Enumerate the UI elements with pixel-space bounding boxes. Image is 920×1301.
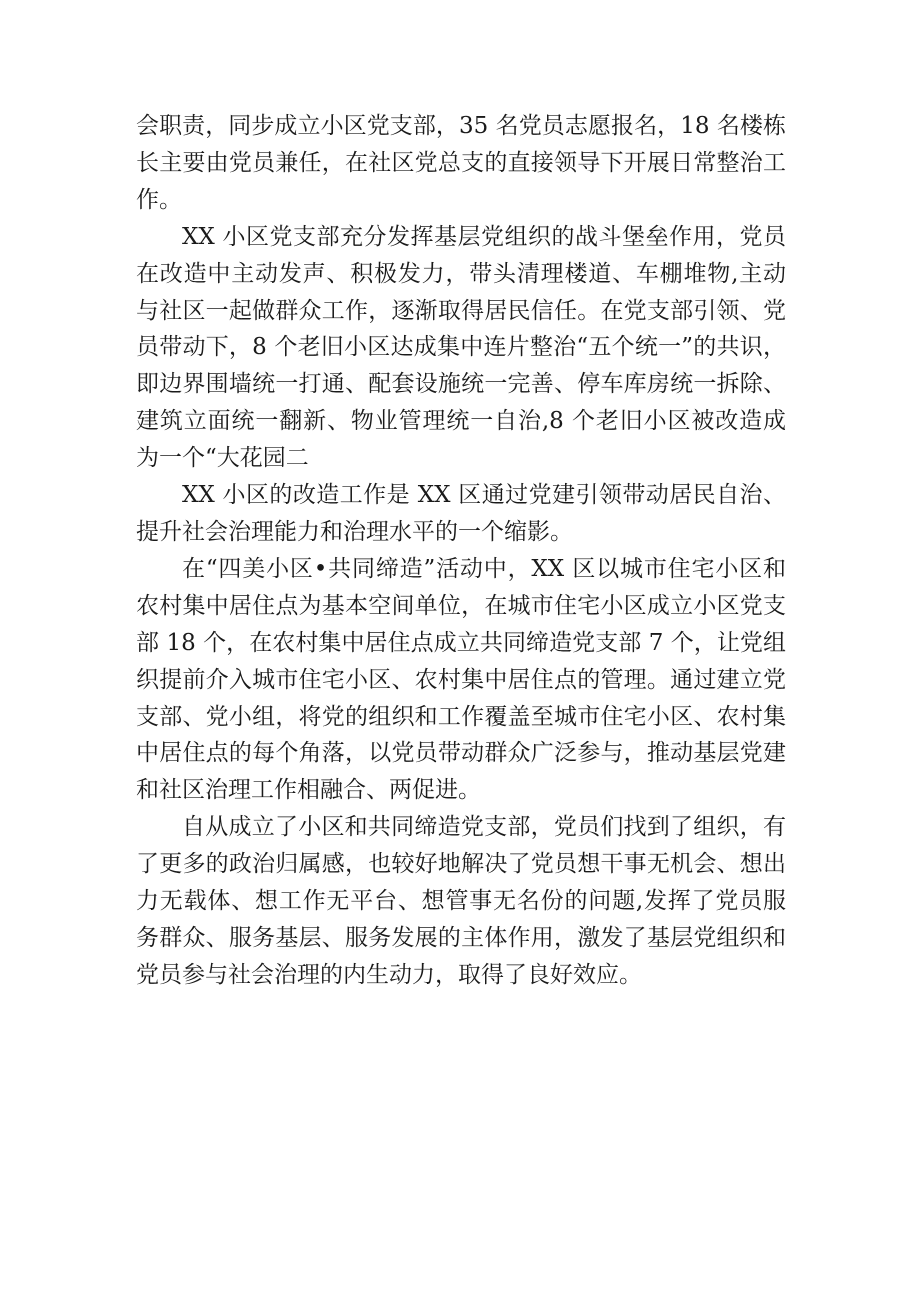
paragraph-effects: 自从成立了小区和共同缔造党支部，党员们找到了组织，有了更多的政治归属感，也较好地解决了党员想干事无机会、想出力无载体、想工作无平台、想管事无名份的问题,发挥了党员服务群众、服务基层、服务发展的主体作用，激发了基层党组织和党员参与社会治理的内生动力，取得了良好效应。 — [136, 814, 786, 988]
paragraph-party-branch-role: XX 小区党支部充分发挥基层党组织的战斗堡垒作用，党员在改造中主动发声、积极发力，带头清理楼道、车棚堆物,主动与社区一起做群众工作，逐渐取得居民信任。在党支部引领、党员带动下，8 个老旧小区达成集中连片整治“五个统一”的共识，即边界围墙统一打通、配套设施统一完善、停车库房统一拆除、建筑立面统一翻新、物业管理统一自治,8 个老旧小区被改造成为一个“大花园二 — [136, 223, 786, 472]
document-body — [136, 108, 786, 994]
paragraph-continuation: 会职责，同步成立小区党支部，35 名党员志愿报名，18 名楼栋长主要由党员兼任，在社区党总支的直接领导下开展日常整治工作。 — [136, 113, 786, 213]
paragraph-renovation-summary: XX 小区的改造工作是 XX 区通过党建引领带动居民自治、提升社会治理能力和治理水平的一个缩影。 — [136, 482, 786, 545]
paragraph-co-creation-activity: 在“四美小区•共同缔造”活动中，XX 区以城市住宅小区和农村集中居住点为基本空间单位，在城市住宅小区成立小区党支部 18 个，在农村集中居住点成立共同缔造党支部 7 个，让党组织提前介入城市住宅小区、农村集中居住点的管理。通过建立党支部、党小组，将党的组织和工作覆盖至城市住宅小区、农村集中居住点的每个角落，以党员带动群众广泛参与，推动基层党建和社区治理工作相融合、两促进。 — [136, 555, 786, 804]
